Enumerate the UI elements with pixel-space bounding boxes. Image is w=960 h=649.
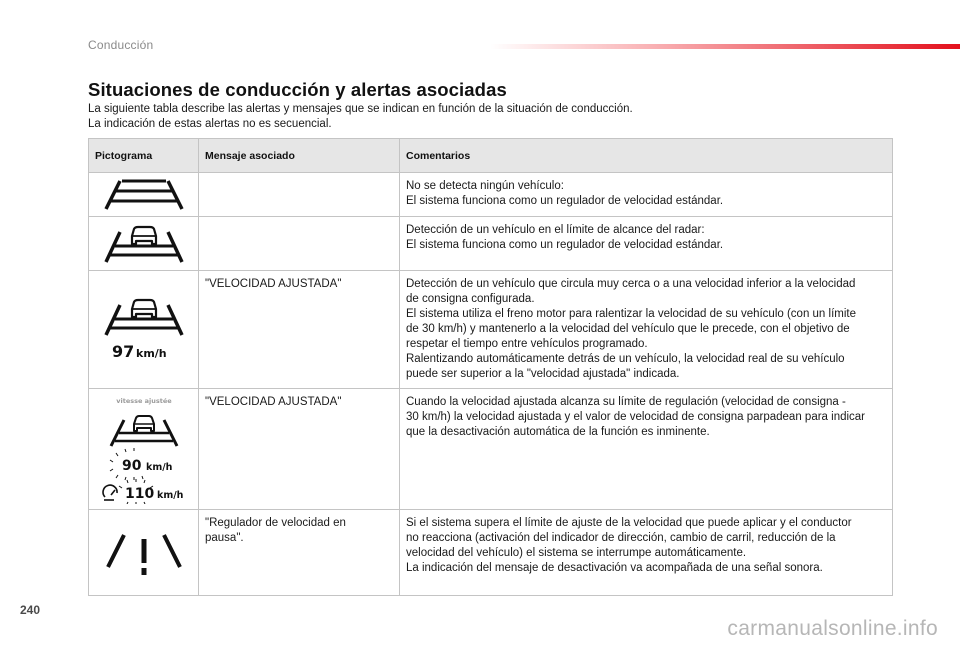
- comment-line: Si el sistema supera el límite de ajuste de la velocidad que puede aplicar y el conductor: [406, 517, 852, 529]
- comment-line: que la desactivación automática de la función es inminente.: [406, 426, 710, 438]
- message-line: pausa".: [205, 532, 244, 544]
- comment-line: de consigna configurada.: [406, 293, 535, 305]
- header-accent-bar: [490, 44, 960, 49]
- speed-value: 97: [111, 341, 134, 361]
- alerts-table: [88, 138, 893, 596]
- comment-line: puede ser superior a la "velocidad ajustada" indicada.: [406, 368, 680, 380]
- pictogram-cell: [89, 217, 199, 271]
- adjusted-speed-flashing-icon: [102, 394, 186, 504]
- speed-value-1: 90: [121, 458, 141, 474]
- speed-value-2: 110: [124, 486, 154, 502]
- page-number: 240: [20, 603, 41, 617]
- warning-exclamation-icon: [104, 527, 184, 579]
- section-label: Conducción: [88, 38, 154, 52]
- lanes-vehicle-mini-icon: [111, 416, 177, 446]
- speed-unit: km/h: [135, 346, 167, 360]
- intro-text: [88, 102, 633, 132]
- comments-cell: [400, 217, 893, 271]
- header-message: Mensaje asociado: [199, 139, 400, 173]
- pictogram-cell: [89, 389, 199, 510]
- table-row: [89, 271, 893, 389]
- cruise-control-icon: [103, 485, 117, 500]
- table-row: [89, 217, 893, 271]
- comment-line: Detección de un vehículo que circula muy cerca o a una velocidad inferior a la velocidad: [406, 278, 856, 290]
- pictogram-cell: [89, 173, 199, 217]
- message-cell: [199, 173, 400, 217]
- comments-cell: [400, 389, 893, 510]
- lanes-no-vehicle-icon: [104, 179, 184, 211]
- comments-cell: [400, 173, 893, 217]
- header-comments: Comentarios: [400, 139, 893, 173]
- comments-cell: [400, 510, 893, 596]
- speed-unit-2: km/h: [156, 490, 183, 501]
- comment-line: Cuando la velocidad ajustada alcanza su límite de regulación (velocidad de consigna -: [406, 396, 846, 408]
- intro-line-2: La indicación de estas alertas no es secuencial.: [88, 118, 332, 130]
- comment-line: El sistema funciona como un regulador de velocidad estándar.: [406, 195, 724, 207]
- table-row: [89, 173, 893, 217]
- message-cell: [199, 217, 400, 271]
- message-cell: "VELOCIDAD AJUSTADA": [199, 271, 400, 389]
- comment-line: velocidad del vehículo) el sistema se interrumpe automáticamente.: [406, 547, 747, 559]
- message-line: "Regulador de velocidad en: [205, 517, 346, 529]
- comments-cell: [400, 271, 893, 389]
- comment-line: Ralentizando automáticamente detrás de un vehículo, la velocidad real de su vehículo: [406, 353, 845, 365]
- comment-line: 30 km/h) la velocidad ajustada y el valor de velocidad de consigna parpadean para indicar: [406, 411, 866, 423]
- comment-line: no reacciona (activación del indicador de dirección, cambio de carril, reducción de la: [406, 532, 836, 544]
- speed-unit-1: km/h: [145, 462, 172, 473]
- watermark: carmanualsonline.info: [727, 617, 938, 640]
- page-title: Situaciones de conducción y alertas asociadas: [88, 79, 507, 100]
- comment-line: El sistema funciona como un regulador de velocidad estándar.: [406, 239, 724, 251]
- table-header-row: [89, 139, 893, 173]
- lanes-vehicle-speed-icon: [104, 297, 184, 363]
- table-row: [89, 510, 893, 596]
- lanes-vehicle-detected-icon: [104, 224, 184, 264]
- table-row: [89, 389, 893, 510]
- comment-line: respetar el tiempo entre vehículos programado.: [406, 338, 648, 350]
- comment-line: El sistema utiliza el freno motor para ralentizar la velocidad de su vehículo (con un límite: [406, 308, 856, 320]
- comment-line: La indicación del mensaje de desactivación va acompañada de una señal sonora.: [406, 562, 823, 574]
- comment-line: Detección de un vehículo en el límite de alcance del radar:: [406, 224, 705, 236]
- pictogram-cell: [89, 271, 199, 389]
- intro-line-1: La siguiente tabla describe las alertas y mensajes que se indican en función de la situación de conducción.: [88, 103, 633, 115]
- header-pictogram: Pictograma: [89, 139, 199, 173]
- comment-line: No se detecta ningún vehículo:: [406, 180, 564, 192]
- message-cell: "VELOCIDAD AJUSTADA": [199, 389, 400, 510]
- adjusted-speed-label: vitesse ajustée: [115, 397, 172, 405]
- comment-line: de 30 km/h) y mantenerlo a la velocidad del vehículo que le precede, con el objetivo de: [406, 323, 850, 335]
- pictogram-cell: [89, 510, 199, 596]
- message-cell: [199, 510, 400, 596]
